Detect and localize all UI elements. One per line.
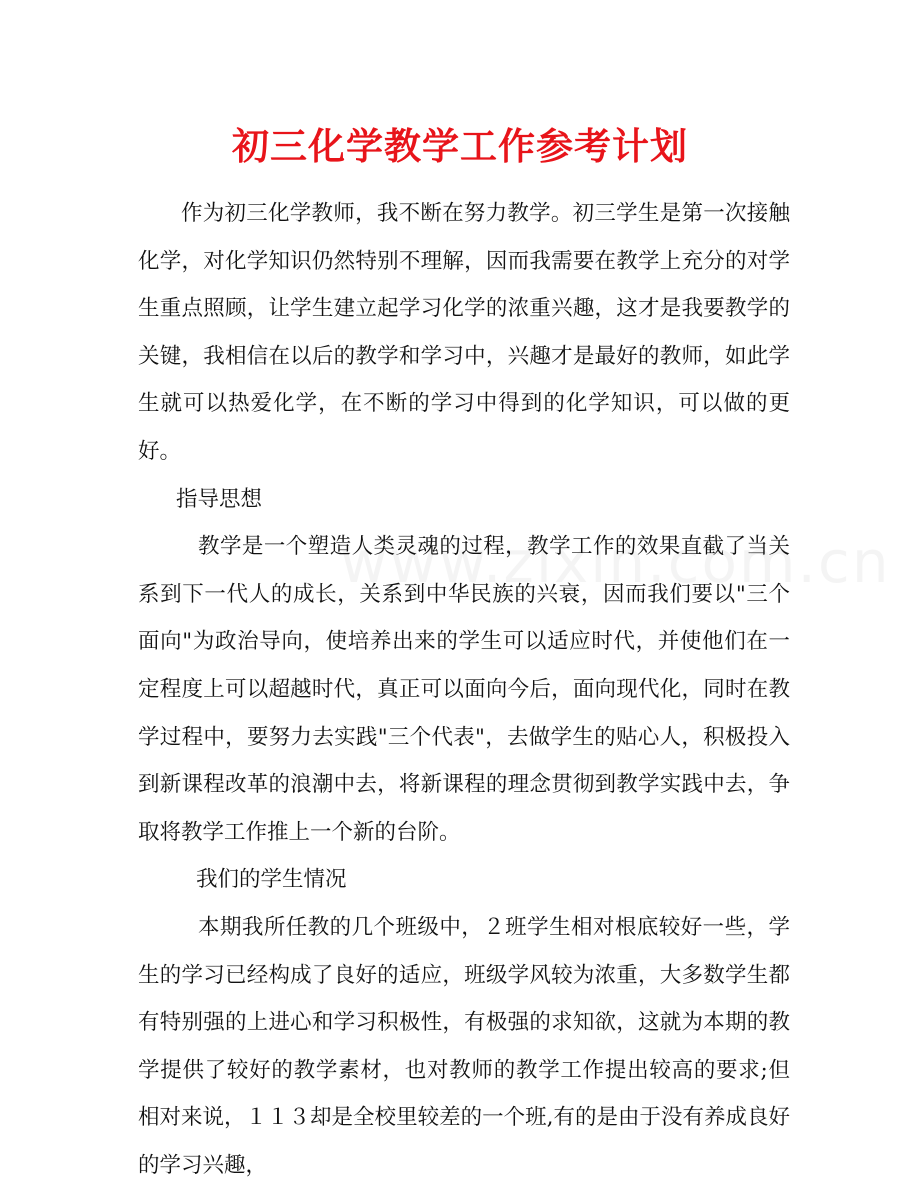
paragraph-intro: 作为初三化学教师，我不断在努力教学。初三学生是第一次接触化学，对化学知识仍然特别不理解，因而我需要在教学上充分的对学生重点照顾，让学生建立起学习化学的浓重兴趣，这才是我要教学的关键，我相信在以后的教学和学习中，兴趣才是最好的教师，如此学生就可以热爱化学，在不断的学习中得到的化学知识，可以做的更好。 — [138, 201, 790, 464]
section-heading-guiding: 指导思想 — [176, 486, 263, 512]
document-title: 初三化学教学工作参考计划 — [232, 124, 688, 168]
paragraph-students: 本期我所任教的几个班级中，２班学生相对根底较好一些，学生的学习已经构成了良好的适应，班级学风较为浓重，大多数学生都有特别强的上进心和学习积极性，有极强的求知欲，这就为本期的教学提供了较好的教学素材，也对教师的教学工作提出较高的要求;但相对来说，１１３却是全校里较差的一个班,有的是由于没有养成良好的学习兴趣， — [138, 914, 790, 1178]
paragraph-guiding: 教学是一个塑造人类灵魂的过程，教学工作的效果直截了当关系到下一代人的成长，关系到中华民族的兴衰，因而我们要以"三个面向"为政治导向，使培养出来的学生可以适应时代，并使他们在一定程度上可以超越时代，真正可以面向今后，面向现代化，同时在教学过程中，要努力去实践"三个代表"，去做学生的贴心人，积极投入到新课程改革的浪潮中去，将新课程的理念贯彻到教学实践中去，争取将教学工作推上一个新的台阶。 — [138, 534, 790, 845]
document-body — [138, 190, 790, 1189]
section-heading-students: 我们的学生情况 — [196, 867, 347, 893]
